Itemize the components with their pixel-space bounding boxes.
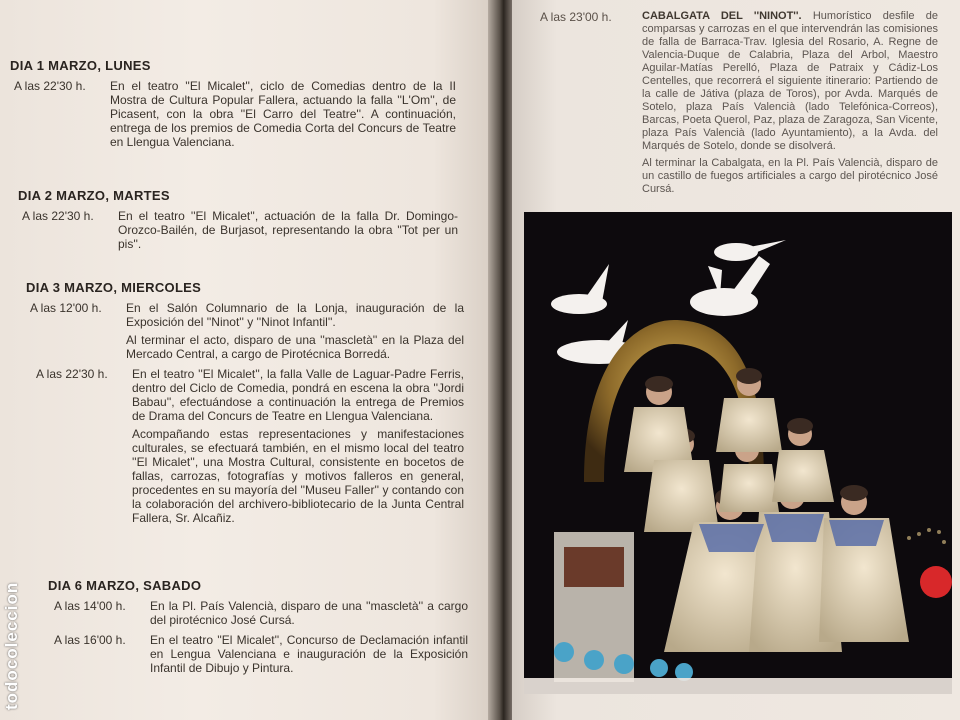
event-item	[18, 209, 458, 251]
float-photo-illustration	[524, 212, 952, 694]
day-heading: DIA 6 MARZO, SABADO	[48, 578, 202, 593]
event-description: En el teatro ''El Micalet'', ciclo de Comedias dentro de la II Mostra de Cultura Popular Fallera, actuando la falla ''L'Om'', de Picasent, con la obra ''El Carro del Teatre''. A continuación, entrega de los premios de Comedia Corta del Concurs de Teatre en Llengua Valenciana.	[110, 79, 456, 149]
event-item	[48, 599, 468, 627]
day-heading: DIA 2 MARZO, MARTES	[18, 188, 170, 203]
event-time: A las 16'00 h.	[54, 633, 126, 647]
cabalgata-title: CABALGATA DEL ''NINOT''.	[642, 10, 802, 22]
book-spine	[488, 0, 514, 720]
event-item	[26, 301, 464, 361]
day-heading: DIA 3 MARZO, MIERCOLES	[26, 280, 202, 295]
cabalgata-note: Al terminar la Cabalgata, en la Pl. País Valencià, disparo de un castillo de fuegos artificiales a cargo del pirotécnico José Cursá.	[642, 157, 938, 195]
event-note: Acompañando estas representaciones y manifestaciones culturales, se efectuará también, en el mismo local del teatro ''El Micalet'', una Mostra Cultural, consistente en bocetos de fallas, carrozas, fotografías y motivos falleros en general, procedentes en su mayoría del ''Museu Faller'' y contando con la colaboración del archivero-bibliotecario de la Junta Central Fallera, Sr. Alcañiz.	[132, 427, 464, 525]
day-heading: DIA 1 MARZO, LUNES	[10, 58, 151, 73]
watermark-text: todocoleccion	[2, 581, 21, 710]
event-time: A las 14'00 h.	[54, 599, 126, 613]
day-section-2	[18, 188, 458, 251]
event-description: En la Pl. País Valencià, disparo de una ''mascletà'' a cargo del pirotécnico José Cursá.	[150, 599, 468, 627]
cabalgata-time: A las 23'00 h.	[540, 10, 612, 24]
event-description	[126, 301, 464, 361]
event-time: A las 22'30 h.	[36, 367, 108, 381]
day-section-1	[10, 58, 456, 149]
event-description	[132, 367, 464, 525]
day-section-6	[48, 578, 468, 675]
day-section-3	[26, 280, 464, 525]
cabalgata-text: Humorístico desfile de comparsas y carrozas en el que intervendrán las comisiones de falla de Barraca-Trav. Iglesia del Rosario, A. Regne de Valencia-Duque de Calabria, Plaza del Arbol, Maestro Aguilar-Matías Perelló, Plaza de Patraix y Cádiz-Los Centelles, que recorrerá el siguiente itinerario: Partiendo de la calle de Játiva (plaza de Toros), por Avda. Marqués de Sotelo, plaza País Valencià (lado Telefónica-Correos), Barcas, Poeta Querol, Paz, plaza de Zaragoza, San Vicente, plaza País Valencià (lado Ayuntamiento), a la Avda. del Marqués de Sotelo, donde se disolverá.	[642, 10, 938, 152]
event-time: A las 12'00 h.	[30, 301, 102, 315]
event-description: En el teatro ''El Micalet'', actuación de la falla Dr. Domingo-Orozco-Bailén, de Burjasot, representando la obra ''Tot per un pis''.	[118, 209, 458, 251]
event-text: En el Salón Columnario de la Lonja, inauguración de la Exposición del ''Ninot'' y ''Ninot Infantil''.	[126, 301, 464, 329]
event-time: A las 22'30 h.	[14, 79, 86, 93]
event-note: Al terminar el acto, disparo de una ''mascletà'' en la Plaza del Mercado Central, a cargo de Pirotécnica Borredá.	[126, 333, 464, 361]
event-description: En el teatro ''El Micalet'', Concurso de Declamación infantil en Lengua Valenciana e inauguración de la Exposición Infantil de Dibujo y Pintura.	[150, 633, 468, 675]
event-item	[26, 367, 464, 525]
event-item	[48, 633, 468, 675]
event-time: A las 22'30 h.	[22, 209, 94, 223]
event-item	[10, 79, 456, 149]
float-photograph	[524, 212, 952, 694]
cabalgata-description	[642, 10, 938, 196]
event-text: En el teatro ''El Micalet'', la falla Valle de Laguar-Padre Ferris, dentro del Ciclo de Comedia, pondrá en escena la obra ''Jordi Babau'', efectuándose a continuación la entrega de Premios de Drama del Concurs de Teatre en Llengua Valenciana.	[132, 367, 464, 423]
